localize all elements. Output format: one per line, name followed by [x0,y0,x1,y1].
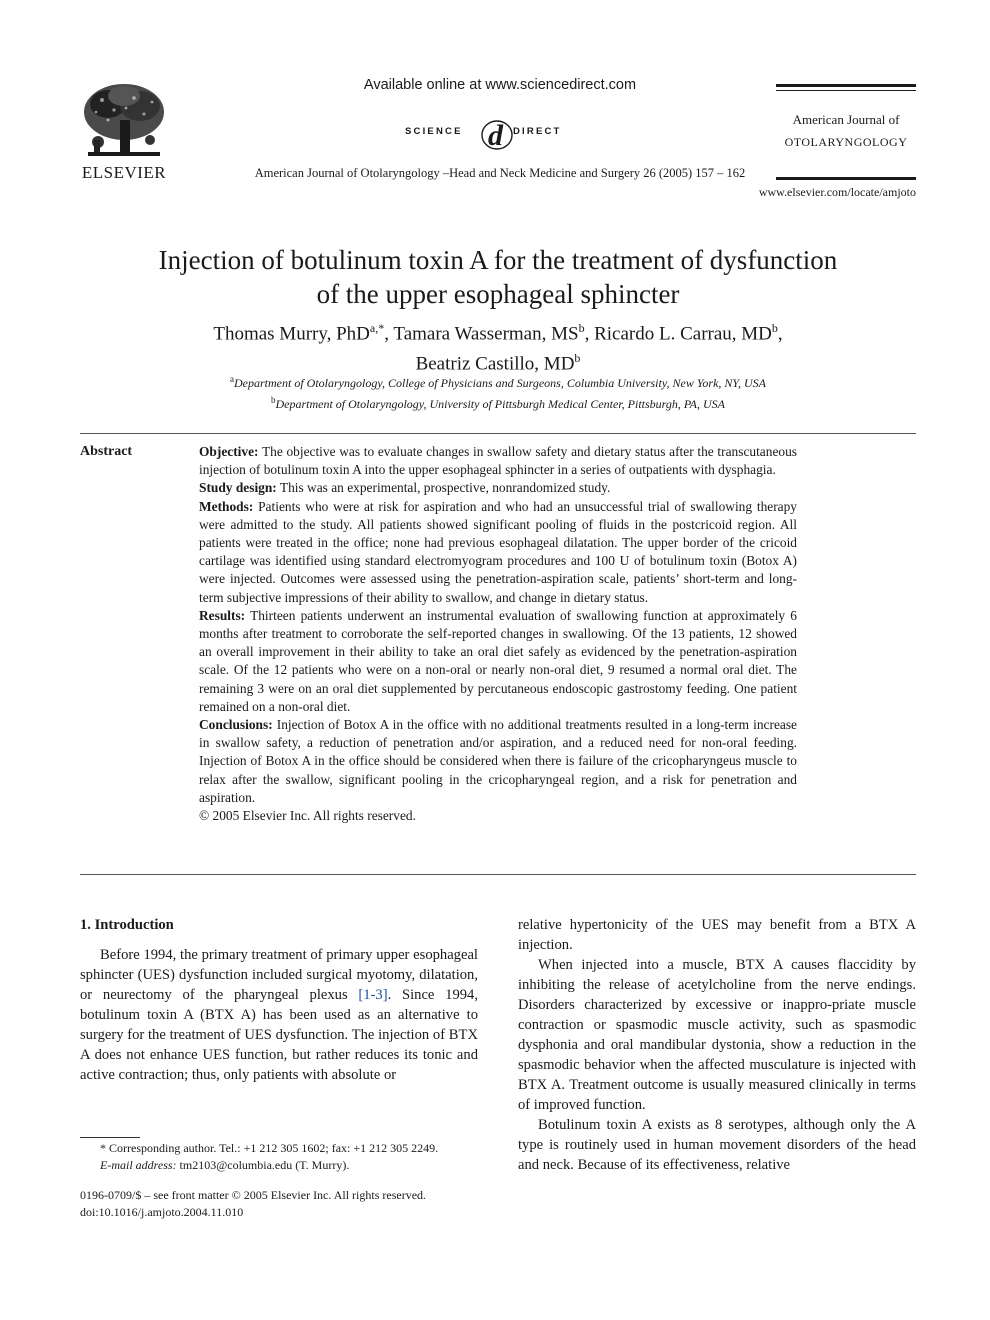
section-heading: 1. Introduction [80,917,174,933]
author-affil-sup[interactable]: b [771,321,778,335]
footnote-rule [80,1137,140,1138]
body-column-left [80,915,478,1085]
article-title-line2: of the upper esophageal sphincter [316,279,680,309]
abstract-methods [199,498,797,607]
abstract-divider-bottom [80,874,916,875]
body-paragraph: When injected into a muscle, BTX A causes flaccidity by inhibiting the release of acetylcholine from the nerve endings. Disorders characterized by excessive or inappro-priate muscle contraction or spasmodic muscle activity, such as spasmodic dysphonia and oral mandibular dystonia, show a reduction in the spasmodic behavior when the affected musculature is injected with BTX A. Treatment outcome is usually measured clinically in terms of improved function. [518,957,916,1113]
author-line-1 [80,316,916,346]
body-paragraph [80,945,478,1085]
author-name[interactable]: Beatriz Castillo, MD [415,353,575,375]
author-name[interactable]: Thomas Murry, PhD [213,323,370,345]
abstract-divider-top [80,433,916,434]
author-name[interactable]: Tamara Wasserman, MS [393,323,579,345]
front-matter-line: 0196-0709/$ – see front matter © 2005 Elsevier Inc. All rights reserved. [80,1188,427,1202]
abstract-label: Abstract [80,444,133,459]
sciencedirect-logo-left: SCIENCE [405,126,463,137]
article-title [80,243,916,311]
journal-box-subtitle: OTOLARYNGOLOGY [784,135,908,149]
author-affil-sup[interactable]: a,* [369,321,385,335]
author-separator: , [584,323,595,345]
journal-box-rule-bottom [776,177,916,180]
abstract-copyright: © 2005 Elsevier Inc. All rights reserved. [199,808,416,824]
body-text: Before 1994, the primary treatment of primary upper esophageal sphincter (UES) dysfunction included surgical myotomy, dilatation, or neurectomy of the pharyngeal plexus [80,947,478,1003]
affiliation-sup: a [230,374,234,384]
article-title-line1: Injection of botulinum toxin A for the treatment of dysfunction [158,245,838,275]
sciencedirect-mark-letter: d [488,119,506,152]
journal-url-link[interactable]: www.elsevier.com/locate/amjoto [758,185,916,199]
abstract-objective [199,443,797,479]
citation-link[interactable]: [1-3] [358,987,388,1003]
author-separator: , [777,323,783,345]
author-list [80,316,916,377]
affiliation-a [80,371,916,392]
body-paragraph: Botulinum toxin A exists as 8 serotypes, although only the A type is routinely used in human movement disorders of the head and neck. Because of its effectiveness, relative [518,1117,916,1173]
abstract-section-label: Results: [199,607,246,623]
journal-box-rule-top-thin [776,90,916,91]
abstract-text: The objective was to evaluate changes in swallow safety and dietary status after the transcutaneous injection of botulinum toxin A into the upper esophageal sphincter in a series of outpatients with dysphagia. [199,444,797,478]
journal-box-title: American Journal of [792,112,900,127]
sciencedirect-logo-right: DIRECT [513,126,562,137]
author-name[interactable]: Ricardo L. Carrau, MD [594,323,772,345]
affiliations [80,371,916,413]
abstract-text: Thirteen patients underwent an instrumental evaluation of swallowing function at approximately 6 months after treatment to corroborate the self-reported changes in swallowing. Of the 13 patients, 12 showed an overall improvement in their ability to take an oral diet safely as evidenced by the penetration-aspiration scale. Of the 12 patients who were on a non-oral or nearly non-oral diet, 9 resumed a normal oral diet. The remaining 3 were on an oral diet supplemented by percutaneous endoscopic gastrostomy feeding. One patient remained on a non-oral diet. [199,607,797,714]
body-column-right [518,915,916,1175]
footnote-corresponding [80,1140,480,1174]
abstract-conclusions [199,716,797,807]
abstract-text: Patients who were at risk for aspiration and who had an unsuccessful trial of swallowing therapy were admitted to the study. All patients showed significant pooling of fluids in the postcricoid region. All patients were treated in the office; none had previous esophageal dilatation. The upper border of the cricoid cartilage was identified using standard electromyogram procedures and 100 U of botulinum toxin (Botox A) were injected. Outcomes were assessed using the penetration-aspiration scale, patients’ short-term and long-term subjective impressions of their ability to swallow, and change in dietary status. [199,498,797,605]
affiliation-b [80,392,916,413]
abstract-body [199,443,797,825]
body-paragraph: relative hypertonicity of the UES may benefit from a BTX A injection. [518,917,916,953]
abstract-design [199,479,797,497]
doi[interactable]: doi:10.1016/j.amjoto.2004.11.010 [80,1205,244,1219]
affiliation-sup: b [270,395,276,405]
email-line [80,1157,480,1174]
abstract-text: This was an experimental, prospective, nonrandomized study. [279,480,611,496]
abstract-section-label: Conclusions: [199,717,273,733]
abstract-section-label: Objective: [199,444,259,459]
abstract-text: Injection of Botox A in the office with no additional treatments resulted in a long-term increase in swallow safety, a reduction of penetration and/or aspiration, and a reduced need for non-oral feeding. Injection of Botox A in the office should be considered when there is failure of the cricopharyngeus muscle to relax after the swallow, significant pooling in the cricopharyngeal region, and a risk for penetration and aspiration. [199,717,797,805]
journal-citation: American Journal of Otolaryngology –Head and Neck Medicine and Surgery 26 (2005) 157 – 162 [254,166,746,180]
email-label: E-mail address: [100,1158,177,1172]
body-text: . Since 1994, botulinum toxin A (BTX A) has been used as an alternative to surgery for the treatment of UES dysfunction. The injection of BTX A does not enhance UES function, but rather reduces its tonic and active contraction; thus, only patients with absolute or [80,987,478,1083]
available-online-text[interactable]: Available online at www.sciencedirect.com [363,77,637,93]
sciencedirect-mark-icon [481,113,513,156]
abstract-results [199,607,797,716]
journal-box-rule-top [776,84,916,87]
abstract-section-label: Study design: [199,480,277,496]
affiliation-text: Department of Otolaryngology, College of Physicians and Surgeons, Columbia University, New York, NY, USA [234,376,766,390]
corresponding-author: * Corresponding author. Tel.: +1 212 305 1602; fax: +1 212 305 2249. [100,1141,439,1155]
affiliation-text: Department of Otolaryngology, University of Pittsburgh Medical Center, Pittsburgh, PA, USA [275,397,725,411]
email-address[interactable]: tm2103@columbia.edu (T. Murry). [176,1158,350,1172]
author-affil-sup[interactable]: b [578,321,585,335]
tree-icon [78,80,170,164]
publisher-name: ELSEVIER [81,163,167,182]
author-separator: , [384,323,394,345]
sciencedirect-logo[interactable] [405,113,595,153]
author-affil-sup[interactable]: b [574,351,581,366]
front-matter [80,1187,500,1221]
abstract-section-label: Methods: [199,498,254,514]
